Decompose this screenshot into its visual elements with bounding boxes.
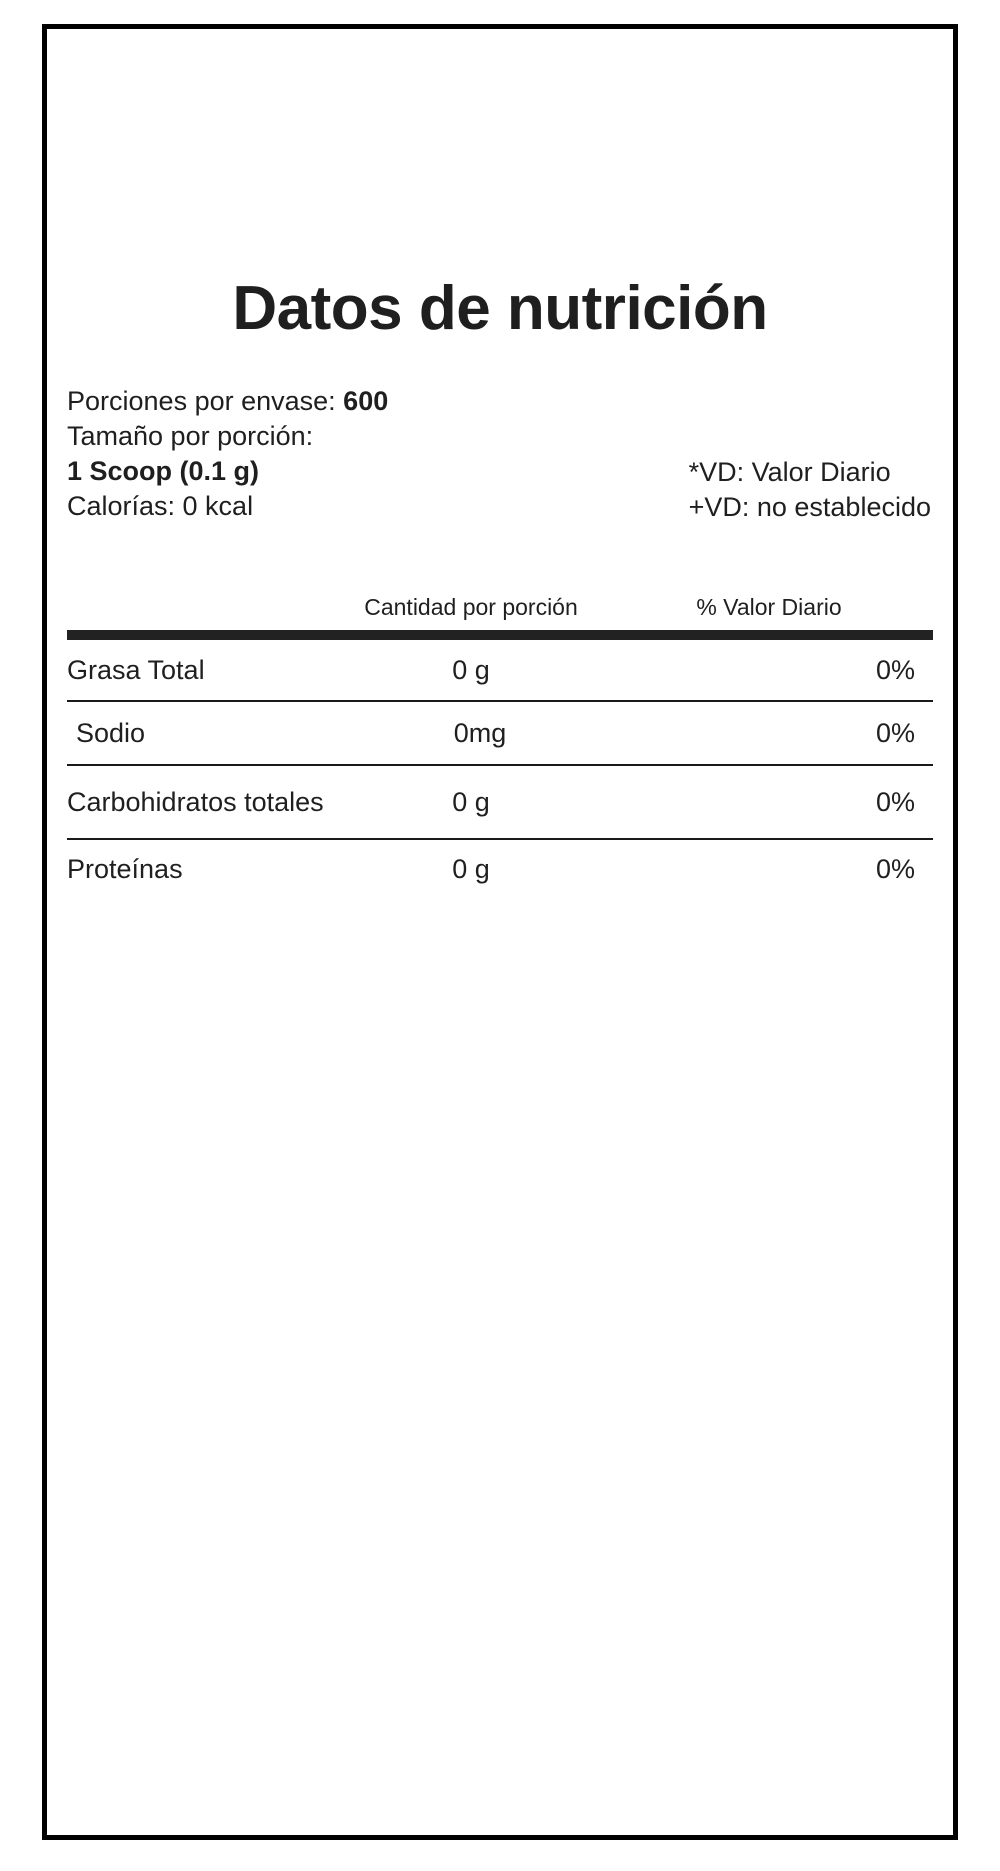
header-amount-per-serving: Cantidad por porción: [364, 594, 578, 621]
table-top-divider-bar: [67, 630, 933, 640]
nutrient-amount: 0mg: [453, 717, 507, 748]
servings-per-container-line: [67, 384, 388, 419]
table-row: [67, 640, 933, 702]
nutrient-name: Carbohidratos totales: [67, 786, 324, 817]
serving-info-column: [67, 384, 388, 524]
nutrient-amount: 0 g: [452, 654, 490, 685]
nutrient-name: Proteínas: [67, 853, 183, 884]
header-percent-daily-value: % Valor Diario: [696, 594, 842, 621]
nutrition-label-content: [47, 29, 953, 1835]
nutrient-daily-value: 0%: [875, 786, 915, 817]
nutrient-daily-value: 0%: [875, 853, 915, 884]
daily-value-legend: [689, 384, 933, 525]
nutrients-table-header-row: [67, 594, 933, 630]
table-row: [67, 766, 933, 840]
nutrient-name: Grasa Total: [67, 654, 205, 685]
nutrient-name: Sodio: [76, 717, 146, 748]
table-row: [67, 840, 933, 898]
nutrient-daily-value: 0%: [875, 717, 915, 748]
table-row: [67, 702, 933, 766]
nutrient-amount: 0 g: [452, 853, 490, 884]
serving-info-block: [65, 384, 935, 525]
page-title: Datos de nutrición: [232, 274, 768, 343]
legend-vd-line: *VD: Valor Diario: [688, 457, 891, 488]
nutrition-label-frame: [42, 24, 958, 1840]
servings-per-container-label: Porciones por envase:: [67, 386, 336, 417]
serving-size-label: Tamaño por porción:: [67, 421, 314, 452]
calories-line: Calorías: 0 kcal: [67, 491, 254, 522]
legend-vd-not-established-line: +VD: no establecido: [688, 492, 931, 523]
nutrients-table: [65, 594, 935, 898]
nutrient-daily-value: 0%: [875, 654, 915, 685]
servings-per-container-value: 600: [343, 386, 389, 417]
serving-size-value: 1 Scoop (0.1 g): [67, 456, 260, 487]
nutrient-amount: 0 g: [452, 786, 490, 817]
